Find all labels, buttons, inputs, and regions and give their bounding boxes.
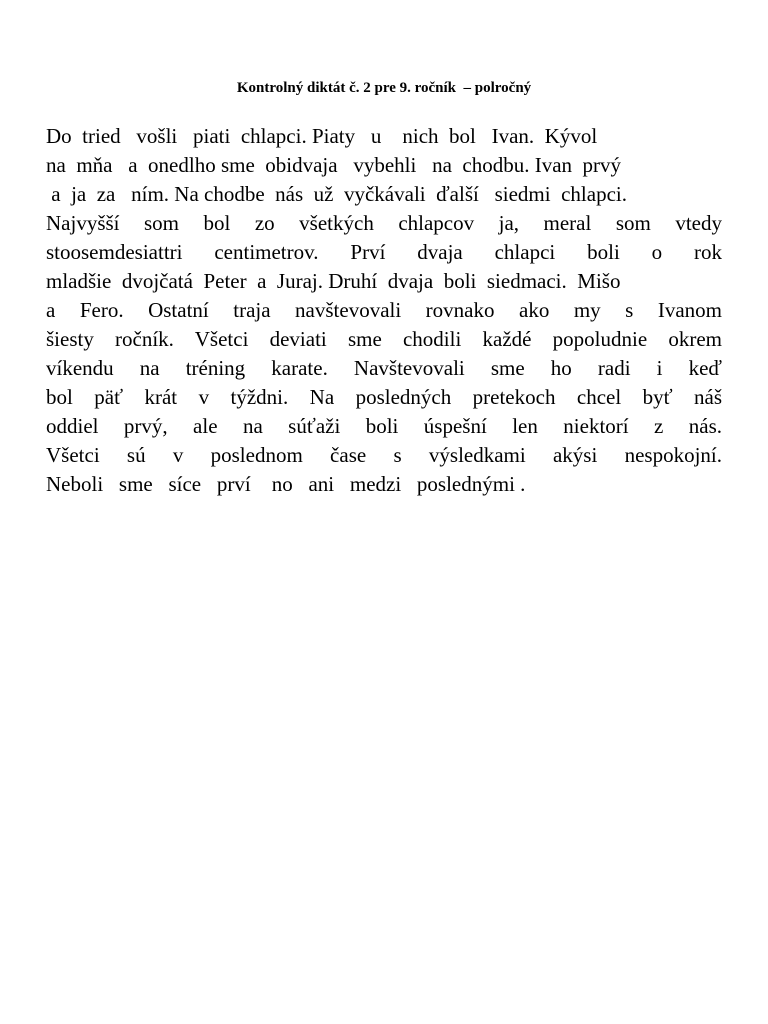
text-line-4: Najvyšší som bol zo všetkých chlapcov ja, meral som vtedy [46, 211, 722, 235]
dictation-text [46, 122, 722, 499]
text-line-8: šiesty ročník. Všetci deviati sme chodili každé popoludnie okrem [46, 327, 722, 351]
text-line-5: stoosemdesiattri centimetrov. Prví dvaja chlapci boli o rok [46, 240, 722, 264]
text-line-9: víkendu na tréning karate. Navštevovali sme ho radi i keď [46, 356, 722, 380]
text-line-6: mladšie dvojčatá Peter a Juraj. Druhí dvaja boli siedmaci. Mišo [46, 269, 621, 293]
text-line-3: a ja za ním. Na chodbe nás už vyčkávali ďalší siedmi chlapci. [46, 182, 627, 206]
text-line-10: bol päť krát v týždni. Na posledných pretekoch chcel byť náš [46, 385, 722, 409]
text-line-1: Do tried vošli piati chlapci. Piaty u nich bol Ivan. Kývol [46, 124, 598, 148]
text-line-12: Všetci sú v poslednom čase s výsledkami akýsi nespokojní. [46, 443, 722, 467]
document-title: Kontrolný diktát č. 2 pre 9. ročník – polročný [236, 80, 532, 96]
text-line-7: a Fero. Ostatní traja navštevovali rovnako ako my s Ivanom [46, 298, 722, 322]
text-line-11: oddiel prvý, ale na súťaži boli úspešní len niektorí z nás. [46, 414, 722, 438]
text-line-13: Neboli sme síce prví no ani medzi poslednými . [46, 472, 526, 496]
text-line-2: na mňa a onedlho sme obidvaja vybehli na chodbu. Ivan prvý [46, 153, 622, 177]
